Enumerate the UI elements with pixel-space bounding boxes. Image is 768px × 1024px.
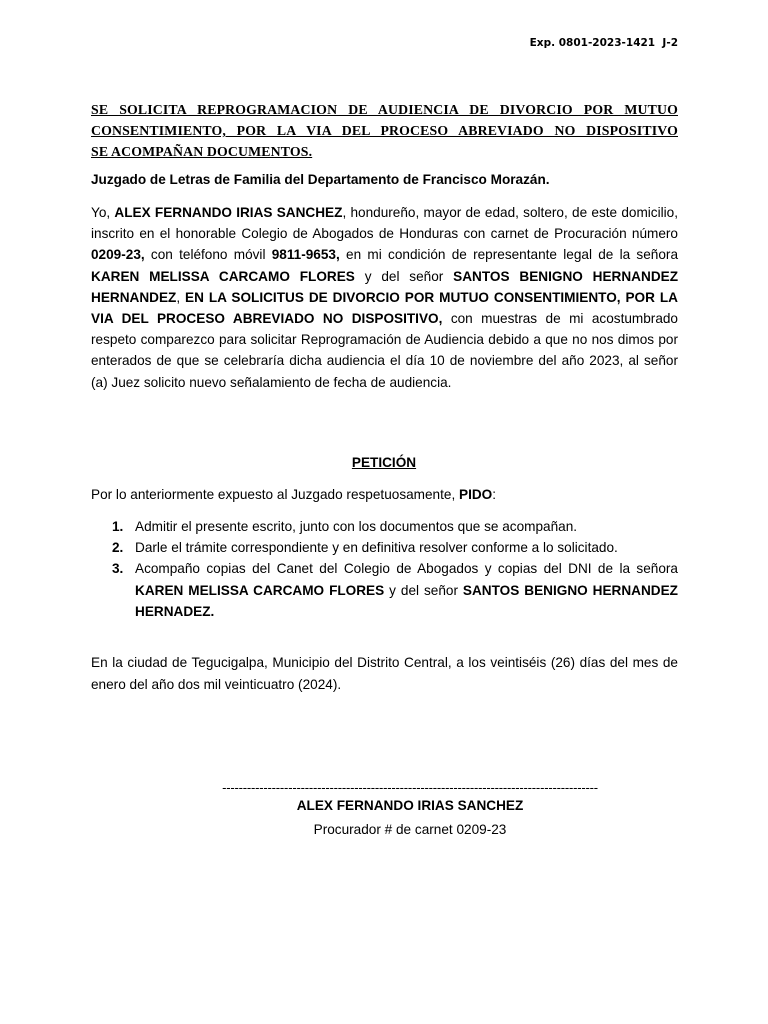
petition-item-number: 2. (112, 540, 124, 556)
client-name-1: KAREN MELISSA CARCAMO FLORES (91, 268, 355, 284)
subject-line-1: SE SOLICITA REPROGRAMACION DE AUDIENCIA DE DIVORCIO POR MUTUO (91, 102, 678, 117)
petition-item-client-1: KAREN MELISSA CARCAMO FLORES (135, 582, 385, 598)
body-text-7: con muestras de mi acostumbrado respeto comparezco para solicitar Reprogramación de Audiencia debido a que no nos dimos por enterados de que se celebraría dicha audiencia el día 10 de noviembre del año 2023, al señor (a) Juez solicito nuevo señalamiento de fecha de audiencia. (91, 311, 678, 390)
signatory-name: ALEX FERNANDO IRIAS SANCHEZ (296, 798, 524, 813)
petition-intro-text: Por lo anteriormente expuesto al Juzgado respetuosamente, (91, 487, 460, 502)
signature-line: ------------------------------------------------------------------------------------------- (222, 780, 598, 795)
body-text-3: con teléfono móvil (144, 247, 272, 263)
body-text-6: , (176, 289, 186, 305)
court-heading: Juzgado de Letras de Familia del Departamento de Francisco Morazán. (91, 172, 550, 187)
subject-line-2: CONSENTIMIENTO, POR LA VIA DEL PROCESO ABREVIADO NO DISPOSITIVO (91, 123, 678, 138)
closing-paragraph: En la ciudad de Tegucigalpa, Municipio del Distrito Central, a los veintiséis (26) días del mes de enero del año dos mil veinticuatro (2024). (91, 655, 678, 692)
body-paragraph (91, 202, 678, 393)
petition-item-client-2: SANTOS BENIGNO HERNANDEZ HERNADEZ. (135, 582, 678, 619)
petition-item (91, 516, 678, 537)
signatory-role: Procurador # de carnet 0209-23 (313, 822, 507, 837)
petition-item-text: Acompaño copias del Canet del Colegio de Abogados y copias del DNI de la señora (135, 561, 678, 577)
case-number: Exp. 0801-2023-1421 J-2 (529, 37, 678, 49)
body-text-1: Yo, (91, 205, 115, 220)
attorney-name: ALEX FERNANDO IRIAS SANCHEZ (114, 205, 343, 220)
petition-item-number: 3. (112, 561, 124, 577)
document-subject (91, 99, 678, 162)
case-description: EN LA SOLICITUS DE DIVORCIO POR MUTUO CONSENTIMIENTO, POR LA VIA DEL PROCESO ABREVIADO NO DISPOSITIVO, (91, 289, 678, 327)
petition-title: PETICIÓN (351, 455, 417, 470)
body-text-4: en mi condición de representante legal de la señora (339, 247, 679, 263)
petition-item-number: 1. (112, 519, 124, 534)
client-name-2: SANTOS BENIGNO HERNANDEZ HERNANDEZ (91, 268, 679, 305)
carnet-number: 0209-23, (91, 247, 145, 263)
petition-item (91, 537, 678, 558)
petition-item (91, 558, 678, 622)
phone-number: 9811-9653, (271, 247, 340, 263)
petition-intro (91, 486, 496, 504)
petition-list (91, 516, 678, 622)
body-text-2: , hondureño, mayor de edad, soltero, de este domicilio, inscrito en el honorable Colegio de Abogados de Honduras con carnet de Procuración número (91, 205, 679, 242)
petition-intro-bold: PIDO (459, 487, 493, 502)
body-text-5: y del señor (354, 268, 454, 284)
subject-line-3: SE ACOMPAÑAN DOCUMENTOS. (91, 144, 313, 159)
petition-intro-end: : (492, 487, 497, 502)
petition-item-text: Admitir el presente escrito, junto con los documentos que se acompañan. (135, 519, 578, 534)
petition-item-text: Darle el trámite correspondiente y en definitiva resolver conforme a lo solicitado. (135, 540, 618, 556)
petition-item-text: y del señor (384, 582, 463, 598)
